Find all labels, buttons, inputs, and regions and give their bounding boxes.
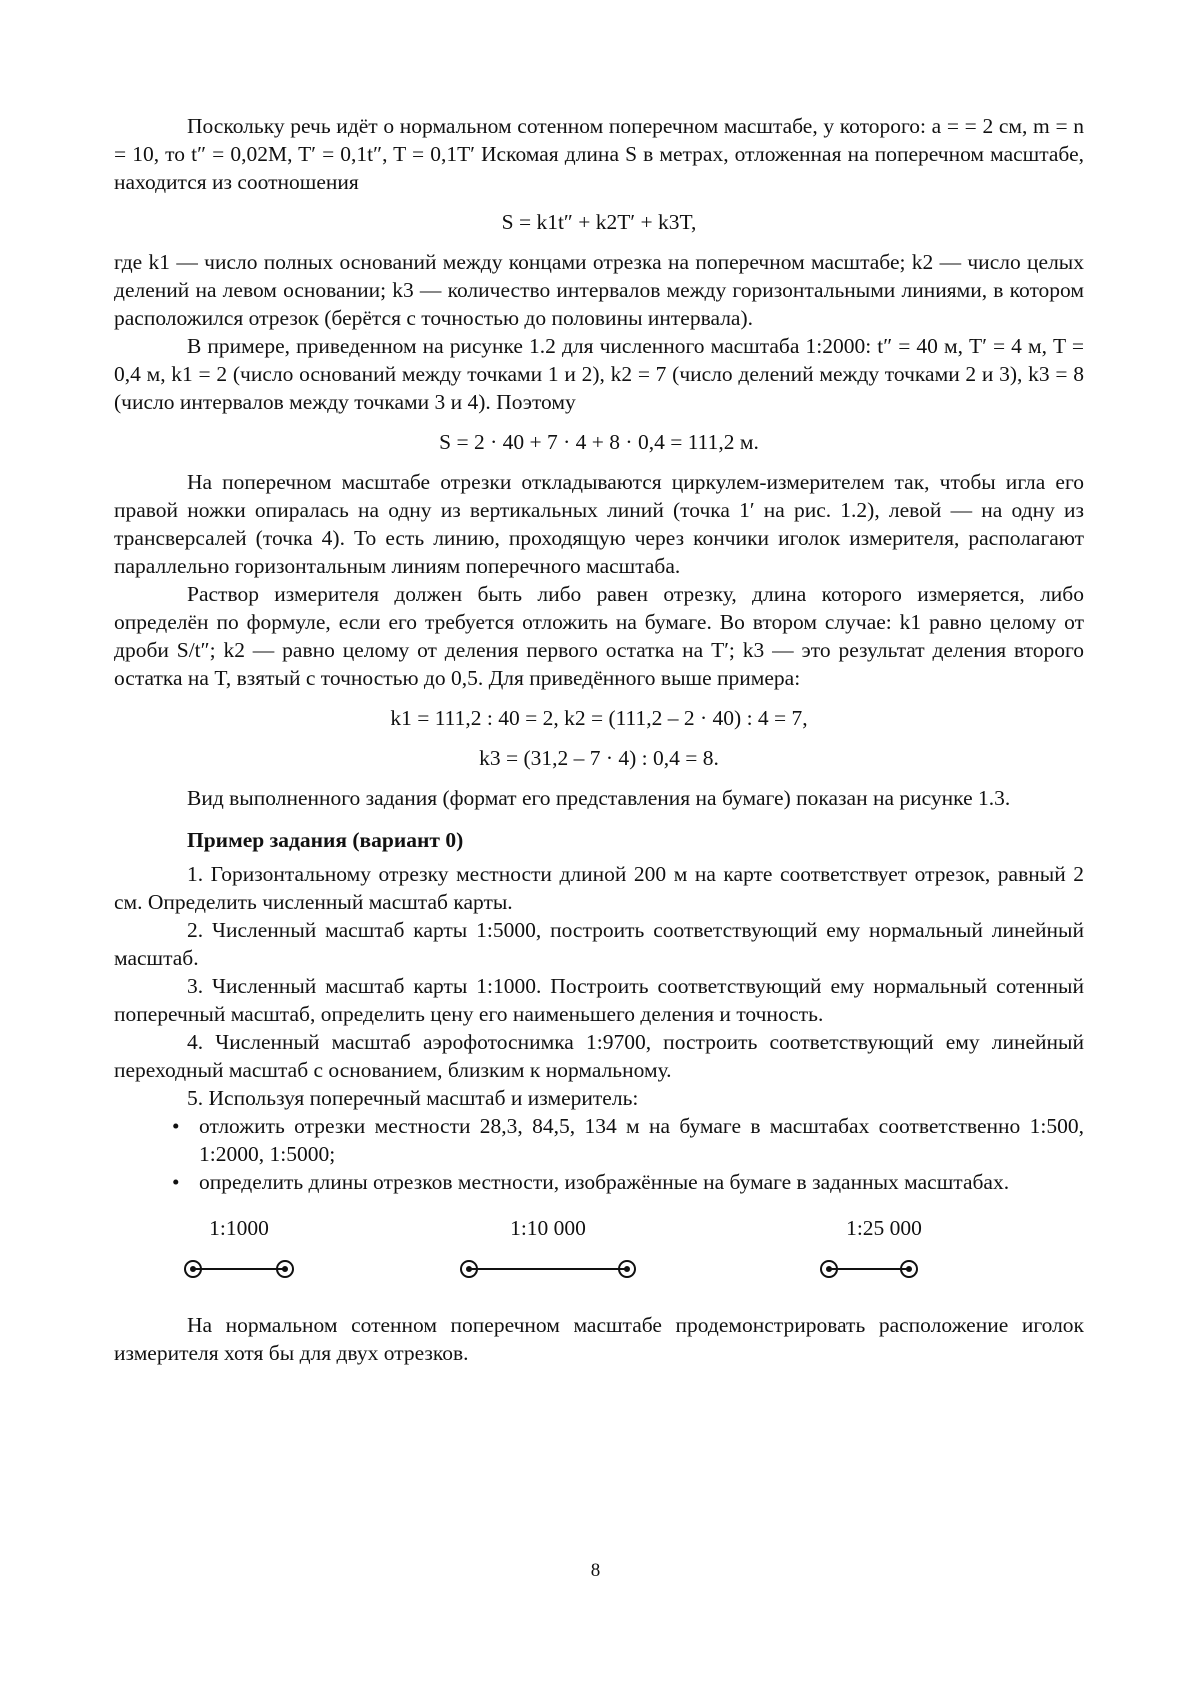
task-item-2: 2. Численный масштаб карты 1:5000, построить соответствующий ему нормальный линейный масштаб. [114, 918, 1084, 970]
bullet-item [114, 1168, 1084, 1196]
formula-k1-k2: k1 = 111,2 : 40 = 2, k2 = (111,2 – 2 · 40) : 4 = 7, [390, 706, 808, 730]
paragraph-example-figure: В примере, приведенном на рисунке 1.2 для численного масштаба 1:2000: t″ = 40 м, T′ = 4 м, T = 0,4 м, k1 = 2 (число оснований между точками 1 и 2), k2 = 7 (число делений между точками 2 и 3), k3 = 8 (число интервалов между точками 3 и 4). Поэтому [114, 334, 1084, 414]
bullet-text: определить длины отрезков местности, изображённые на бумаге в заданных масштабах. [199, 1170, 1010, 1194]
bullet-text: отложить отрезки местности 28,3, 84,5, 134 м на бумаге в масштабах соответственно 1:500, 1:2000, 1:5000; [199, 1114, 1084, 1166]
segment-scale-label: 1:1000 [209, 1216, 269, 1240]
segment-figure [114, 1214, 1084, 1289]
task-item-4: 4. Численный масштаб аэрофотоснимка 1:9700, построить соответствующий ему линейный переходный масштаб с основанием, близким к нормальному. [114, 1030, 1084, 1082]
page-content [114, 112, 1084, 1367]
formula-length: S = k1t″ + k2T′ + k3T, [501, 210, 697, 234]
segment-endpoint-icon [276, 1260, 294, 1278]
segment-line [469, 1268, 627, 1270]
paragraph-closing-task: На нормальном сотенном поперечном масштабе продемонстрировать расположение иголок измерителя хотя бы для двух отрезков. [114, 1313, 1084, 1365]
segment-3 [820, 1214, 922, 1289]
task-item-3: 3. Численный масштаб карты 1:1000. Построить соответствующий ему нормальный сотенный поперечный масштаб, определить цену его наименьшего деления и точность. [114, 974, 1084, 1026]
segment-endpoint-icon [900, 1260, 918, 1278]
formula-example-result: S = 2 · 40 + 7 · 4 + 8 · 0,4 = 111,2 м. [439, 430, 759, 454]
formula-k3: k3 = (31,2 – 7 · 4) : 0,4 = 8. [479, 746, 719, 770]
bullet-icon: • [172, 1114, 180, 1138]
task-bullet-list [114, 1112, 1084, 1196]
paragraph-k-definitions: где k1 — число полных оснований между концами отрезка на поперечном масштабе; k2 — число целых делений на левом основании; k3 — количество интервалов между горизонтальными линиями, в котором расположился отрезок (берётся с точностью до половины интервала). [114, 250, 1084, 330]
segment-line [829, 1268, 909, 1270]
segment-endpoint-icon [618, 1260, 636, 1278]
paragraph-compass-opening: Раствор измерителя должен быть либо равен отрезку, длина которого измеряется, либо определён по формуле, если его требуется отложить на бумаге. Во втором случае: k1 равно целому от дроби S/t″; k2 — равно целому от деления первого остатка на T′; k3 — это результат деления второго остатка на T, взятый с точностью до 0,5. Для приведённого выше примера: [114, 582, 1084, 690]
task-item-5: 5. Используя поперечный масштаб и измеритель: [187, 1086, 639, 1110]
segment-1 [184, 1214, 294, 1289]
example-heading: Пример задания (вариант 0) [187, 828, 464, 852]
page-number: 8 [590, 1560, 601, 1581]
bullet-item [114, 1112, 1084, 1168]
segment-line [193, 1268, 285, 1270]
segment-2 [460, 1214, 636, 1289]
bullet-icon: • [172, 1170, 180, 1194]
paragraph-compass-usage: На поперечном масштабе отрезки откладываются циркулем-измерителем так, чтобы игла его правой ножки опиралась на одну из вертикальных линий (точка 1′ на рис. 1.2), левой — на одну из трансверсалей (точка 4). То есть линию, проходящую через кончики иголок измерителя, располагают параллельно горизонтальным линиям поперечного масштаба. [114, 470, 1084, 578]
segment-scale-label: 1:10 000 [510, 1216, 586, 1240]
paragraph-scale-intro: Поскольку речь идёт о нормальном сотенном поперечном масштабе, у которого: a = = 2 см, m = n = 10, то t″ = 0,02M, T′ = 0,1t″, T = 0,1T′ Искомая длина S в метрах, отложенная на поперечном масштабе, находится из соотношения [114, 114, 1084, 194]
segment-scale-label: 1:25 000 [846, 1216, 922, 1240]
paragraph-figure-reference: Вид выполненного задания (формат его представления на бумаге) показан на рисунке 1.3. [187, 786, 1011, 810]
task-item-1: 1. Горизонтальному отрезку местности длиной 200 м на карте соответствует отрезок, равный 2 см. Определить численный масштаб карты. [114, 862, 1084, 914]
